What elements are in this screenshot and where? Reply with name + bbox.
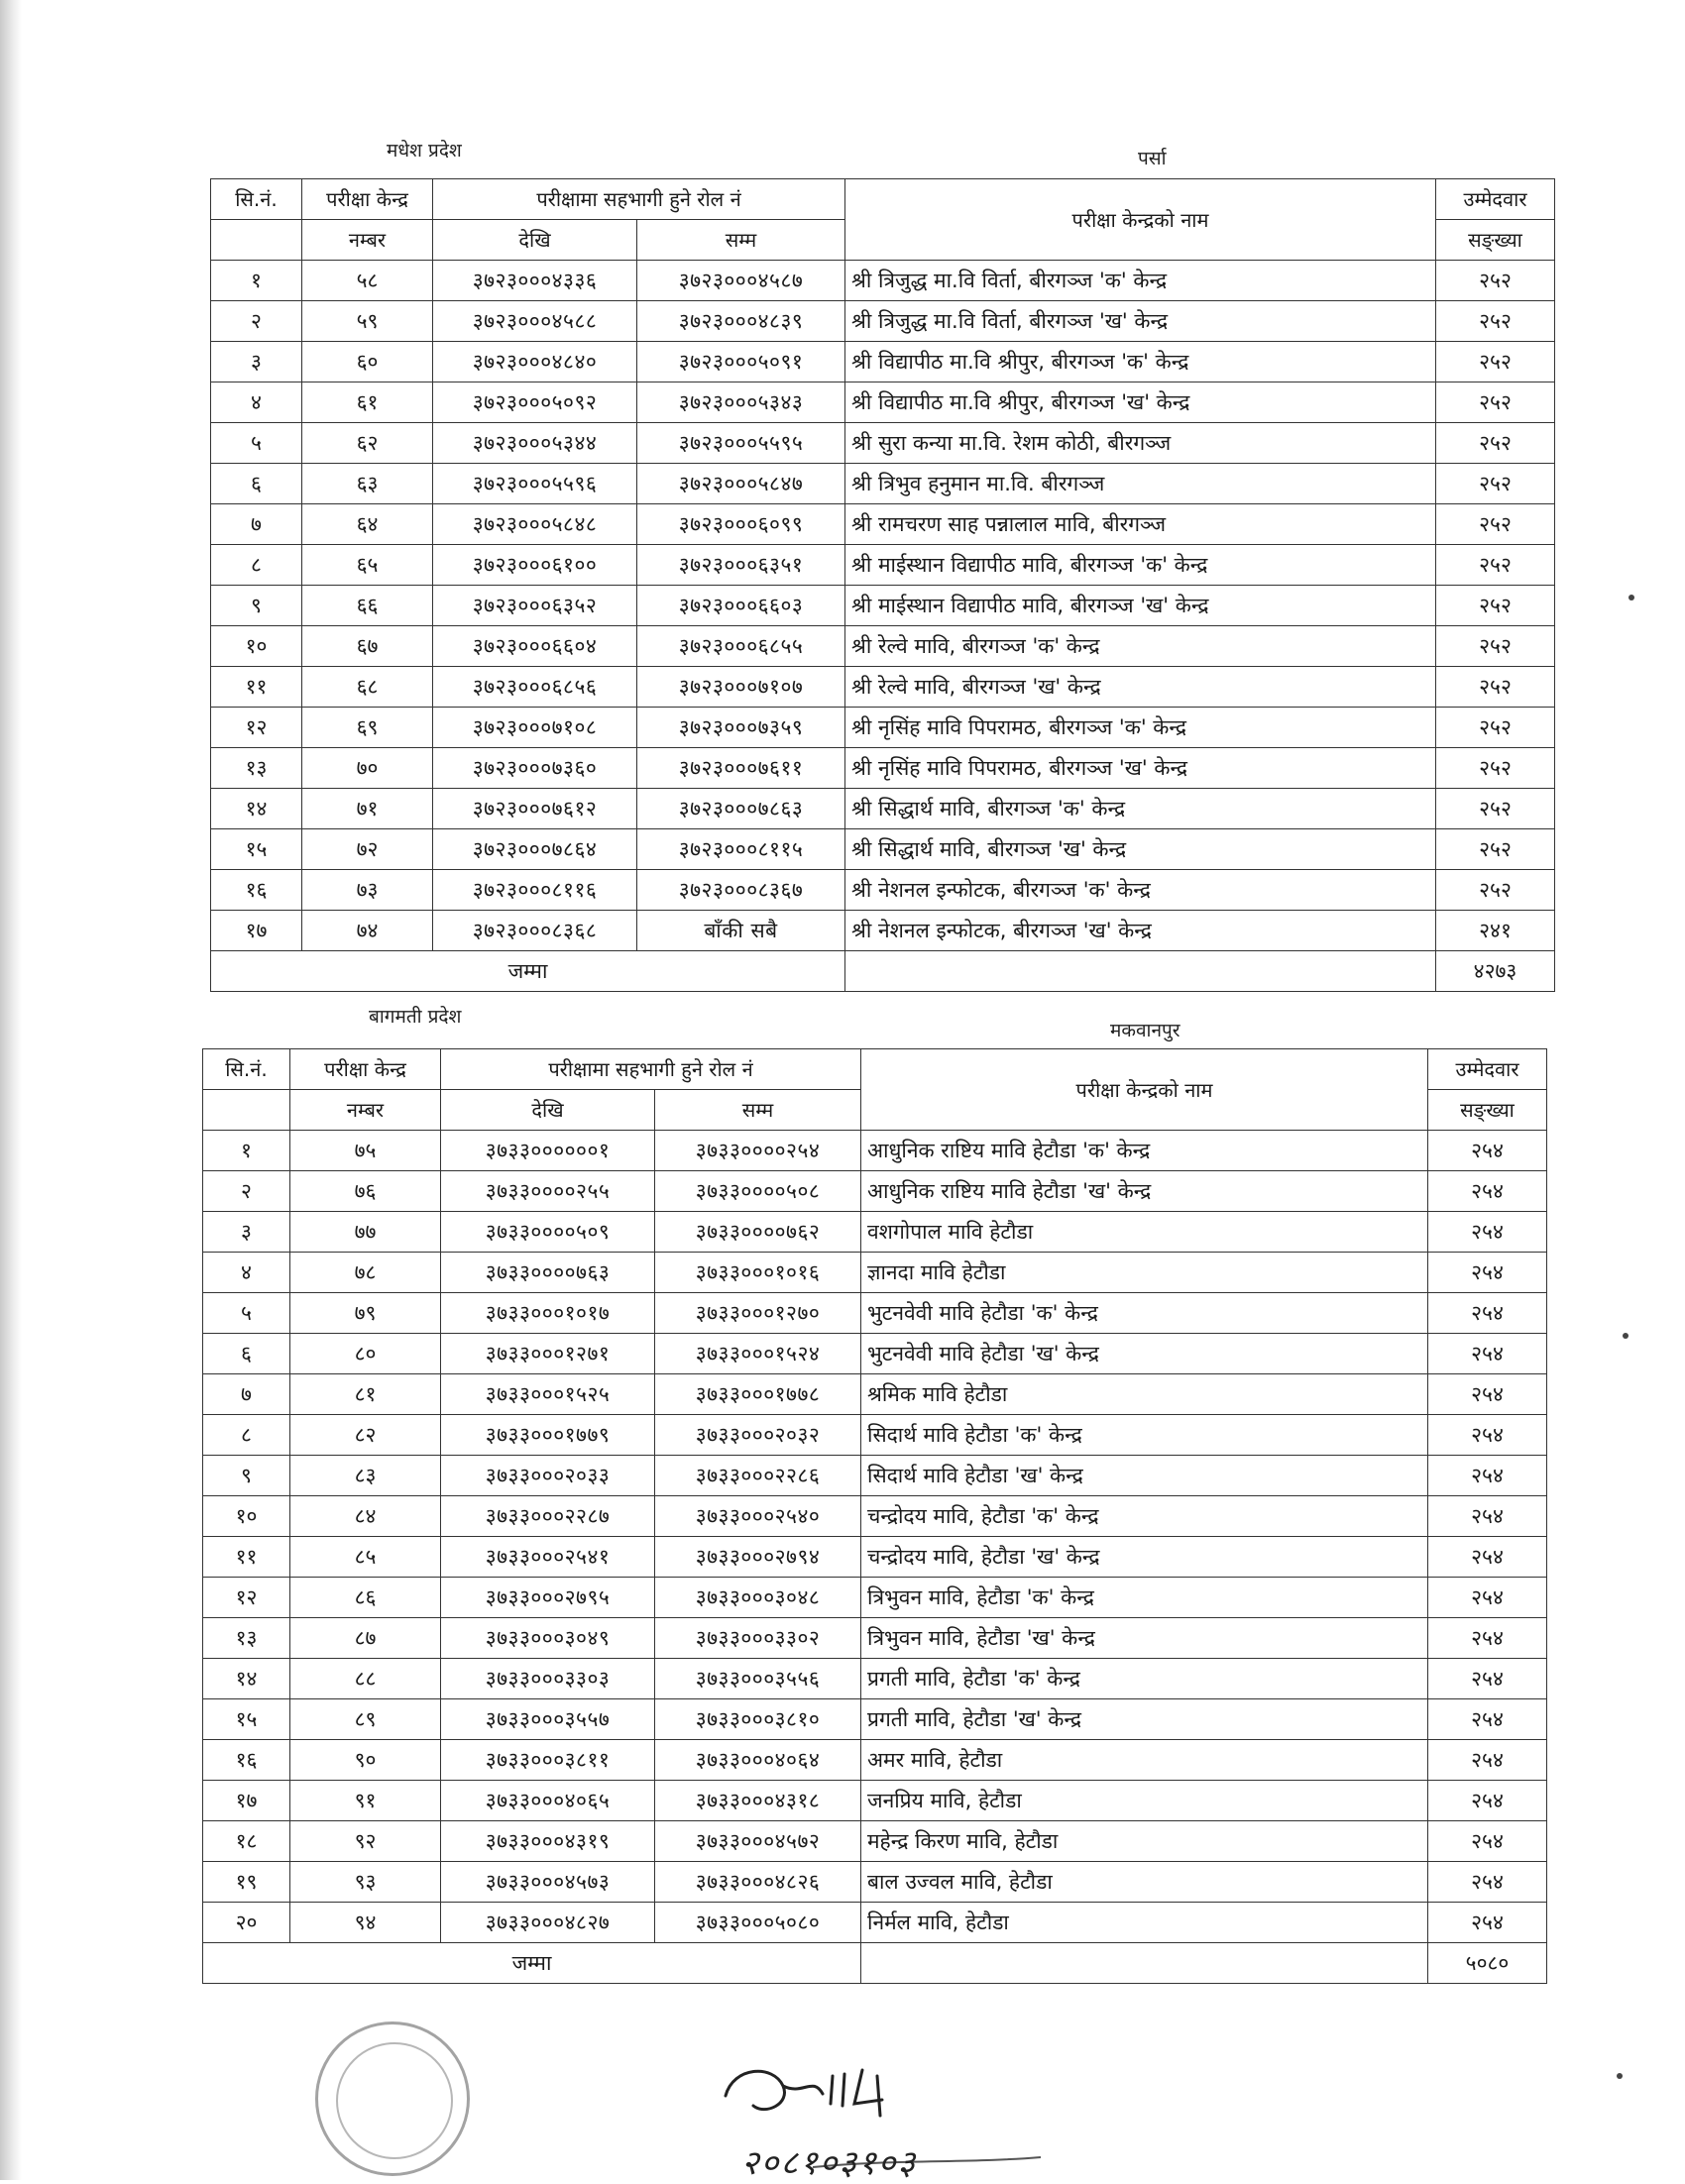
- cell-center-number: ८६: [290, 1578, 441, 1618]
- cell-candidate-count: २५४: [1428, 1334, 1547, 1374]
- cell-center-name: वशगोपाल मावि हेटौडा: [861, 1212, 1428, 1253]
- cell-center-number: ८४: [290, 1496, 441, 1537]
- header-candidate-count-line1: उम्मेदवार: [1428, 1049, 1547, 1090]
- cell-roll-to: ३७२३०००५३४३: [637, 382, 845, 423]
- table-row: [211, 504, 1555, 545]
- header-roll-to: सम्म: [637, 220, 845, 261]
- header-roll-range: परीक्षामा सहभागी हुने रोल नं: [441, 1049, 861, 1090]
- cell-center-name: चन्द्रोदय मावि, हेटौडा 'क' केन्द्र: [861, 1496, 1428, 1537]
- header-sn-blank: [211, 220, 302, 261]
- cell-candidate-count: २५४: [1428, 1903, 1547, 1943]
- cell-center-number: ७८: [290, 1253, 441, 1293]
- header-center-name: परीक्षा केन्द्रको नाम: [861, 1049, 1428, 1131]
- cell-center-number: ९४: [290, 1903, 441, 1943]
- cell-center-number: ६५: [302, 545, 433, 586]
- table-row: [211, 586, 1555, 626]
- cell-roll-from: ३७२३०००७६१२: [433, 789, 637, 829]
- cell-center-number: ६८: [302, 667, 433, 708]
- cell-center-number: ८२: [290, 1415, 441, 1456]
- table-row: [211, 748, 1555, 789]
- cell-roll-to: ३७३३००००२५४: [655, 1131, 861, 1171]
- cell-sn: ९: [203, 1456, 290, 1496]
- cell-center-number: ९०: [290, 1740, 441, 1781]
- header-sn-blank: [203, 1090, 290, 1131]
- cell-roll-from: ३७३३०००२०३३: [441, 1456, 655, 1496]
- table-row: [203, 1821, 1547, 1862]
- cell-roll-to: ३७२३०००७१०७: [637, 667, 845, 708]
- cell-candidate-count: २५२: [1436, 870, 1555, 911]
- cell-roll-to: ३७२३०००७३५९: [637, 708, 845, 748]
- cell-roll-to: ३७२३०००६६०३: [637, 586, 845, 626]
- cell-candidate-count: २५४: [1428, 1578, 1547, 1618]
- total-blank: [861, 1943, 1428, 1984]
- cell-center-number: ६४: [302, 504, 433, 545]
- cell-center-number: ७७: [290, 1212, 441, 1253]
- cell-roll-to: ३७२३०००७८६३: [637, 789, 845, 829]
- cell-sn: १: [203, 1131, 290, 1171]
- header-roll-from: देखि: [441, 1090, 655, 1131]
- cell-roll-to: ३७३३००००७६२: [655, 1212, 861, 1253]
- cell-center-number: ८८: [290, 1659, 441, 1699]
- cell-sn: १९: [203, 1862, 290, 1903]
- table-row: [203, 1659, 1547, 1699]
- table-row: [203, 1212, 1547, 1253]
- cell-roll-from: ३७३३००००५०९: [441, 1212, 655, 1253]
- cell-center-name: सिदार्थ मावि हेटौडा 'क' केन्द्र: [861, 1415, 1428, 1456]
- table-row: [203, 1293, 1547, 1334]
- cell-sn: १४: [211, 789, 302, 829]
- cell-candidate-count: २५२: [1436, 342, 1555, 382]
- header-roll-to: सम्म: [655, 1090, 861, 1131]
- cell-roll-to: ३७३३०००२२८६: [655, 1456, 861, 1496]
- cell-sn: १५: [203, 1699, 290, 1740]
- table-row: [211, 626, 1555, 667]
- total-value: ५०८०: [1428, 1943, 1547, 1984]
- total-label: जम्मा: [203, 1943, 861, 1984]
- cell-sn: १३: [203, 1618, 290, 1659]
- cell-center-number: ७४: [302, 911, 433, 951]
- cell-candidate-count: २५२: [1436, 423, 1555, 464]
- office-seal-inner-ring: [336, 2042, 453, 2159]
- cell-roll-from: ३७३३००००७६३: [441, 1253, 655, 1293]
- cell-roll-to: ३७३३०००५०८०: [655, 1903, 861, 1943]
- cell-candidate-count: २५४: [1428, 1862, 1547, 1903]
- cell-center-name: श्री नेशनल इन्फोटक, बीरगञ्ज 'ख' केन्द्र: [845, 911, 1436, 951]
- cell-sn: १३: [211, 748, 302, 789]
- cell-roll-to: ३७२३०००४८३९: [637, 301, 845, 342]
- cell-center-name: महेन्द्र किरण मावि, हेटौडा: [861, 1821, 1428, 1862]
- header-center-name: परीक्षा केन्द्रको नाम: [845, 179, 1436, 261]
- cell-center-name: ज्ञानदा मावि हेटौडा: [861, 1253, 1428, 1293]
- office-seal-stamp: [315, 2021, 470, 2176]
- cell-center-number: ६७: [302, 626, 433, 667]
- cell-candidate-count: २५२: [1436, 464, 1555, 504]
- table-row: [203, 1334, 1547, 1374]
- cell-center-name: आधुनिक राष्टिय मावि हेटौडा 'ख' केन्द्र: [861, 1171, 1428, 1212]
- cell-center-number: ८०: [290, 1334, 441, 1374]
- cell-roll-from: ३७२३०००५८४८: [433, 504, 637, 545]
- cell-roll-from: ३७३३०००४५७३: [441, 1862, 655, 1903]
- cell-roll-from: ३७३३००००२५५: [441, 1171, 655, 1212]
- cell-center-name: श्री रामचरण साह पन्नालाल मावि, बीरगञ्ज: [845, 504, 1436, 545]
- total-value: ४२७३: [1436, 951, 1555, 992]
- cell-sn: ८: [211, 545, 302, 586]
- cell-sn: १७: [203, 1781, 290, 1821]
- exam-center-table-1: [210, 178, 1555, 992]
- table-row: [211, 545, 1555, 586]
- table-row: [203, 1456, 1547, 1496]
- province-heading-2: बागमती प्रदेश: [369, 1006, 462, 1028]
- cell-roll-from: ३७३३०००३५५७: [441, 1699, 655, 1740]
- cell-roll-to: ३७२३०००६३५१: [637, 545, 845, 586]
- signature-date: २०८१०३१०३: [741, 2143, 918, 2183]
- scan-speck: [1629, 595, 1634, 601]
- cell-roll-from: ३७३३०००१७७९: [441, 1415, 655, 1456]
- table-row: [203, 1496, 1547, 1537]
- cell-sn: १२: [211, 708, 302, 748]
- cell-center-name: अमर मावि, हेटौडा: [861, 1740, 1428, 1781]
- cell-sn: ५: [203, 1293, 290, 1334]
- exam-center-table-2: [202, 1048, 1547, 1984]
- cell-roll-from: ३७२३०००७१०८: [433, 708, 637, 748]
- cell-roll-to: ३७३३०००३०४८: [655, 1578, 861, 1618]
- table-row: [203, 1171, 1547, 1212]
- cell-roll-from: ३७२३०००७३६०: [433, 748, 637, 789]
- cell-roll-to: ३७३३०००४५७२: [655, 1821, 861, 1862]
- cell-sn: ३: [203, 1212, 290, 1253]
- cell-sn: ७: [211, 504, 302, 545]
- cell-candidate-count: २५४: [1428, 1456, 1547, 1496]
- total-blank: [845, 951, 1436, 992]
- cell-roll-from: ३७३३०००२५४१: [441, 1537, 655, 1578]
- cell-center-number: ७३: [302, 870, 433, 911]
- cell-roll-to: ३७३३०००१७७८: [655, 1374, 861, 1415]
- cell-roll-from: ३७३३००००००१: [441, 1131, 655, 1171]
- cell-center-number: ७५: [290, 1131, 441, 1171]
- cell-center-name: श्री सिद्धार्थ मावि, बीरगञ्ज 'क' केन्द्र: [845, 789, 1436, 829]
- table-row: [211, 261, 1555, 301]
- province-heading-1: मधेश प्रदेश: [387, 140, 462, 162]
- cell-center-name: भुटनवेवी मावि हेटौडा 'क' केन्द्र: [861, 1293, 1428, 1334]
- header-center-number-line1: परीक्षा केन्द्र: [290, 1049, 441, 1090]
- cell-roll-from: ३७२३०००८३६८: [433, 911, 637, 951]
- cell-center-name: श्री नेशनल इन्फोटक, बीरगञ्ज 'क' केन्द्र: [845, 870, 1436, 911]
- cell-sn: ७: [203, 1374, 290, 1415]
- cell-candidate-count: २५२: [1436, 301, 1555, 342]
- table-row: [211, 423, 1555, 464]
- cell-roll-from: ३७३३०००१०१७: [441, 1293, 655, 1334]
- cell-roll-to: ३७३३०००४८२६: [655, 1862, 861, 1903]
- cell-candidate-count: २५४: [1428, 1821, 1547, 1862]
- table-row: [203, 1618, 1547, 1659]
- cell-candidate-count: २५२: [1436, 748, 1555, 789]
- cell-roll-from: ३७३३०००१५२५: [441, 1374, 655, 1415]
- cell-sn: १: [211, 261, 302, 301]
- cell-sn: ३: [211, 342, 302, 382]
- table-row: [203, 1781, 1547, 1821]
- scan-edge-shadow: [0, 0, 22, 2180]
- cell-roll-to: ३७३३०००३८१०: [655, 1699, 861, 1740]
- cell-roll-to: ३७३३०००४३१८: [655, 1781, 861, 1821]
- cell-center-number: ६३: [302, 464, 433, 504]
- table-row: [211, 464, 1555, 504]
- cell-center-name: श्री विद्यापीठ मा.वि श्रीपुर, बीरगञ्ज 'ख' केन्द्र: [845, 382, 1436, 423]
- cell-center-number: ६६: [302, 586, 433, 626]
- cell-sn: ८: [203, 1415, 290, 1456]
- cell-sn: २०: [203, 1903, 290, 1943]
- cell-center-number: ८३: [290, 1456, 441, 1496]
- cell-center-name: निर्मल मावि, हेटौडा: [861, 1903, 1428, 1943]
- cell-roll-to: ३७२३०००५०९१: [637, 342, 845, 382]
- cell-center-number: ७०: [302, 748, 433, 789]
- cell-roll-from: ३७२३०००५३४४: [433, 423, 637, 464]
- cell-sn: २: [211, 301, 302, 342]
- table-row: [211, 870, 1555, 911]
- cell-roll-from: ३७२३०००४५८८: [433, 301, 637, 342]
- district-heading-1: पर्सा: [1138, 148, 1167, 169]
- cell-candidate-count: २५२: [1436, 261, 1555, 301]
- cell-roll-from: ३७३३०००२७९५: [441, 1578, 655, 1618]
- cell-center-name: श्री सिद्धार्थ मावि, बीरगञ्ज 'ख' केन्द्र: [845, 829, 1436, 870]
- cell-roll-from: ३७२३०००५५९६: [433, 464, 637, 504]
- cell-center-name: श्री त्रिभुव हनुमान मा.वि. बीरगञ्ज: [845, 464, 1436, 504]
- cell-sn: १६: [211, 870, 302, 911]
- cell-center-name: जनप्रिय मावि, हेटौडा: [861, 1781, 1428, 1821]
- table-row: [203, 1253, 1547, 1293]
- cell-center-name: श्री माईस्थान विद्यापीठ मावि, बीरगञ्ज 'ख' केन्द्र: [845, 586, 1436, 626]
- cell-candidate-count: २५४: [1428, 1781, 1547, 1821]
- cell-center-number: ९१: [290, 1781, 441, 1821]
- cell-candidate-count: २५४: [1428, 1131, 1547, 1171]
- cell-roll-to: ३७३३०००१०१६: [655, 1253, 861, 1293]
- cell-sn: ५: [211, 423, 302, 464]
- header-roll-range: परीक्षामा सहभागी हुने रोल नं: [433, 179, 845, 220]
- cell-center-name: बाल उज्वल मावि, हेटौडा: [861, 1862, 1428, 1903]
- cell-sn: ४: [211, 382, 302, 423]
- cell-roll-from: ३७३३०००३८११: [441, 1740, 655, 1781]
- cell-candidate-count: २५४: [1428, 1415, 1547, 1456]
- cell-center-name: श्री त्रिजुद्ध मा.वि विर्ता, बीरगञ्ज 'क' केन्द्र: [845, 261, 1436, 301]
- cell-roll-from: ३७२३०००४३३६: [433, 261, 637, 301]
- cell-candidate-count: २५४: [1428, 1496, 1547, 1537]
- cell-candidate-count: २५२: [1436, 586, 1555, 626]
- cell-candidate-count: २५४: [1428, 1699, 1547, 1740]
- cell-roll-to: बाँकी सबै: [637, 911, 845, 951]
- cell-center-number: ६०: [302, 342, 433, 382]
- cell-center-number: ९२: [290, 1821, 441, 1862]
- district-heading-2: मकवानपुर: [1110, 1020, 1180, 1041]
- cell-roll-from: ३७२३०००६३५२: [433, 586, 637, 626]
- cell-roll-from: ३७३३०००१२७१: [441, 1334, 655, 1374]
- cell-center-name: त्रिभुवन मावि, हेटौडा 'ख' केन्द्र: [861, 1618, 1428, 1659]
- cell-roll-from: ३७३३०००२२८७: [441, 1496, 655, 1537]
- cell-roll-to: ३७२३०००६०९९: [637, 504, 845, 545]
- cell-roll-from: ३७२३०००५०९२: [433, 382, 637, 423]
- cell-roll-to: ३७३३०००३५५६: [655, 1659, 861, 1699]
- cell-center-name: श्री त्रिजुद्ध मा.वि विर्ता, बीरगञ्ज 'ख' केन्द्र: [845, 301, 1436, 342]
- cell-center-number: ९३: [290, 1862, 441, 1903]
- cell-candidate-count: २५४: [1428, 1374, 1547, 1415]
- cell-center-number: ८५: [290, 1537, 441, 1578]
- cell-center-name: सिदार्थ मावि हेटौडा 'ख' केन्द्र: [861, 1456, 1428, 1496]
- cell-sn: १२: [203, 1578, 290, 1618]
- cell-roll-to: ३७३३०००४०६४: [655, 1740, 861, 1781]
- header-candidate-count-line2: सङ्ख्या: [1436, 220, 1555, 261]
- cell-candidate-count: २५२: [1436, 382, 1555, 423]
- cell-candidate-count: २५४: [1428, 1618, 1547, 1659]
- header-sn: सि.नं.: [203, 1049, 290, 1090]
- table-row: [203, 1903, 1547, 1943]
- cell-roll-to: ३७३३०००१२७०: [655, 1293, 861, 1334]
- cell-candidate-count: २५४: [1428, 1253, 1547, 1293]
- cell-center-number: ६२: [302, 423, 433, 464]
- cell-center-number: ५८: [302, 261, 433, 301]
- cell-sn: १८: [203, 1821, 290, 1862]
- cell-roll-from: ३७३३०००३३०३: [441, 1659, 655, 1699]
- total-label: जम्मा: [211, 951, 845, 992]
- cell-candidate-count: २५२: [1436, 829, 1555, 870]
- table-row: [203, 1862, 1547, 1903]
- cell-center-name: श्री रेल्वे मावि, बीरगञ्ज 'ख' केन्द्र: [845, 667, 1436, 708]
- cell-roll-from: ३७३३०००३०४९: [441, 1618, 655, 1659]
- scan-speck: [1617, 2073, 1623, 2079]
- cell-candidate-count: २५२: [1436, 504, 1555, 545]
- header-candidate-count-line2: सङ्ख्या: [1428, 1090, 1547, 1131]
- table-row: [211, 708, 1555, 748]
- cell-center-number: ५९: [302, 301, 433, 342]
- cell-sn: १५: [211, 829, 302, 870]
- table-row: [211, 789, 1555, 829]
- header-center-number-line2: नम्बर: [290, 1090, 441, 1131]
- cell-candidate-count: २५४: [1428, 1659, 1547, 1699]
- table-row: [211, 911, 1555, 951]
- cell-center-name: श्री नृसिंह मावि पिपरामठ, बीरगञ्ज 'क' केन्द्र: [845, 708, 1436, 748]
- header-candidate-count-line1: उम्मेदवार: [1436, 179, 1555, 220]
- cell-roll-from: ३७३३०००४३१९: [441, 1821, 655, 1862]
- cell-candidate-count: २४१: [1436, 911, 1555, 951]
- cell-center-name: प्रगती मावि, हेटौडा 'क' केन्द्र: [861, 1659, 1428, 1699]
- cell-center-name: श्री विद्यापीठ मा.वि श्रीपुर, बीरगञ्ज 'क' केन्द्र: [845, 342, 1436, 382]
- cell-sn: १७: [211, 911, 302, 951]
- cell-roll-to: ३७२३०००४५८७: [637, 261, 845, 301]
- cell-sn: ९: [211, 586, 302, 626]
- cell-center-number: ८१: [290, 1374, 441, 1415]
- cell-roll-to: ३७२३०००८३६७: [637, 870, 845, 911]
- table-row: [203, 1740, 1547, 1781]
- cell-candidate-count: २५२: [1436, 789, 1555, 829]
- cell-roll-to: ३७२३०००६८५५: [637, 626, 845, 667]
- cell-center-name: श्री रेल्वे मावि, बीरगञ्ज 'क' केन्द्र: [845, 626, 1436, 667]
- table-row: [211, 342, 1555, 382]
- cell-center-number: ६९: [302, 708, 433, 748]
- scan-speck: [1623, 1333, 1629, 1339]
- table-row: [203, 1131, 1547, 1171]
- cell-roll-to: ३७३३०००२०३२: [655, 1415, 861, 1456]
- cell-roll-to: ३७३३०००१५२४: [655, 1334, 861, 1374]
- table-row: [211, 301, 1555, 342]
- cell-roll-to: ३७२३०००८११५: [637, 829, 845, 870]
- cell-candidate-count: २५२: [1436, 667, 1555, 708]
- cell-center-name: चन्द्रोदय मावि, हेटौडा 'ख' केन्द्र: [861, 1537, 1428, 1578]
- cell-center-name: भुटनवेवी मावि हेटौडा 'ख' केन्द्र: [861, 1334, 1428, 1374]
- cell-sn: ४: [203, 1253, 290, 1293]
- cell-roll-to: ३७२३०००७६११: [637, 748, 845, 789]
- header-sn: सि.नं.: [211, 179, 302, 220]
- cell-center-number: ८९: [290, 1699, 441, 1740]
- cell-roll-from: ३७२३०००७८६४: [433, 829, 637, 870]
- cell-roll-from: ३७३३०००४०६५: [441, 1781, 655, 1821]
- table-row: [203, 1415, 1547, 1456]
- cell-candidate-count: २५४: [1428, 1740, 1547, 1781]
- cell-roll-from: ३७३३०००४८२७: [441, 1903, 655, 1943]
- table-row: [211, 382, 1555, 423]
- header-roll-from: देखि: [433, 220, 637, 261]
- table-row: [203, 1578, 1547, 1618]
- cell-sn: १६: [203, 1740, 290, 1781]
- cell-candidate-count: २५२: [1436, 708, 1555, 748]
- cell-center-name: श्रमिक मावि हेटौडा: [861, 1374, 1428, 1415]
- cell-candidate-count: २५४: [1428, 1537, 1547, 1578]
- cell-sn: १४: [203, 1659, 290, 1699]
- cell-candidate-count: २५२: [1436, 545, 1555, 586]
- cell-center-name: त्रिभुवन मावि, हेटौडा 'क' केन्द्र: [861, 1578, 1428, 1618]
- cell-roll-from: ३७२३०००६६०४: [433, 626, 637, 667]
- table-row: [211, 667, 1555, 708]
- cell-roll-from: ३७२३०००८११६: [433, 870, 637, 911]
- cell-roll-to: ३७३३०००२५४०: [655, 1496, 861, 1537]
- table-row: [203, 1537, 1547, 1578]
- cell-center-number: ७९: [290, 1293, 441, 1334]
- cell-roll-to: ३७३३०००३३०२: [655, 1618, 861, 1659]
- cell-center-number: ७१: [302, 789, 433, 829]
- cell-roll-from: ३७२३०००६८५६: [433, 667, 637, 708]
- cell-sn: ११: [211, 667, 302, 708]
- cell-roll-from: ३७२३०००४८४०: [433, 342, 637, 382]
- cell-center-name: प्रगती मावि, हेटौडा 'ख' केन्द्र: [861, 1699, 1428, 1740]
- table-row: [211, 829, 1555, 870]
- header-center-number-line1: परीक्षा केन्द्र: [302, 179, 433, 220]
- cell-sn: ६: [203, 1334, 290, 1374]
- cell-center-number: ७२: [302, 829, 433, 870]
- cell-center-number: ७६: [290, 1171, 441, 1212]
- cell-candidate-count: २५४: [1428, 1171, 1547, 1212]
- cell-candidate-count: २५४: [1428, 1293, 1547, 1334]
- cell-sn: ६: [211, 464, 302, 504]
- cell-candidate-count: २५२: [1436, 626, 1555, 667]
- cell-center-name: श्री सुरा कन्या मा.वि. रेशम कोठी, बीरगञ्ज: [845, 423, 1436, 464]
- cell-center-name: श्री नृसिंह मावि पिपरामठ, बीरगञ्ज 'ख' केन्द्र: [845, 748, 1436, 789]
- cell-roll-from: ३७२३०००६१००: [433, 545, 637, 586]
- header-center-number-line2: नम्बर: [302, 220, 433, 261]
- cell-sn: २: [203, 1171, 290, 1212]
- cell-roll-to: ३७३३०००२७९४: [655, 1537, 861, 1578]
- cell-roll-to: ३७३३००००५०८: [655, 1171, 861, 1212]
- cell-center-number: ६१: [302, 382, 433, 423]
- cell-sn: १०: [211, 626, 302, 667]
- cell-center-name: श्री माईस्थान विद्यापीठ मावि, बीरगञ्ज 'क' केन्द्र: [845, 545, 1436, 586]
- cell-sn: ११: [203, 1537, 290, 1578]
- cell-center-number: ८७: [290, 1618, 441, 1659]
- table-row: [203, 1374, 1547, 1415]
- table-row: [203, 1699, 1547, 1740]
- cell-center-name: आधुनिक राष्टिय मावि हेटौडा 'क' केन्द्र: [861, 1131, 1428, 1171]
- cell-roll-to: ३७२३०००५५९५: [637, 423, 845, 464]
- cell-sn: १०: [203, 1496, 290, 1537]
- cell-roll-to: ३७२३०००५८४७: [637, 464, 845, 504]
- cell-candidate-count: २५४: [1428, 1212, 1547, 1253]
